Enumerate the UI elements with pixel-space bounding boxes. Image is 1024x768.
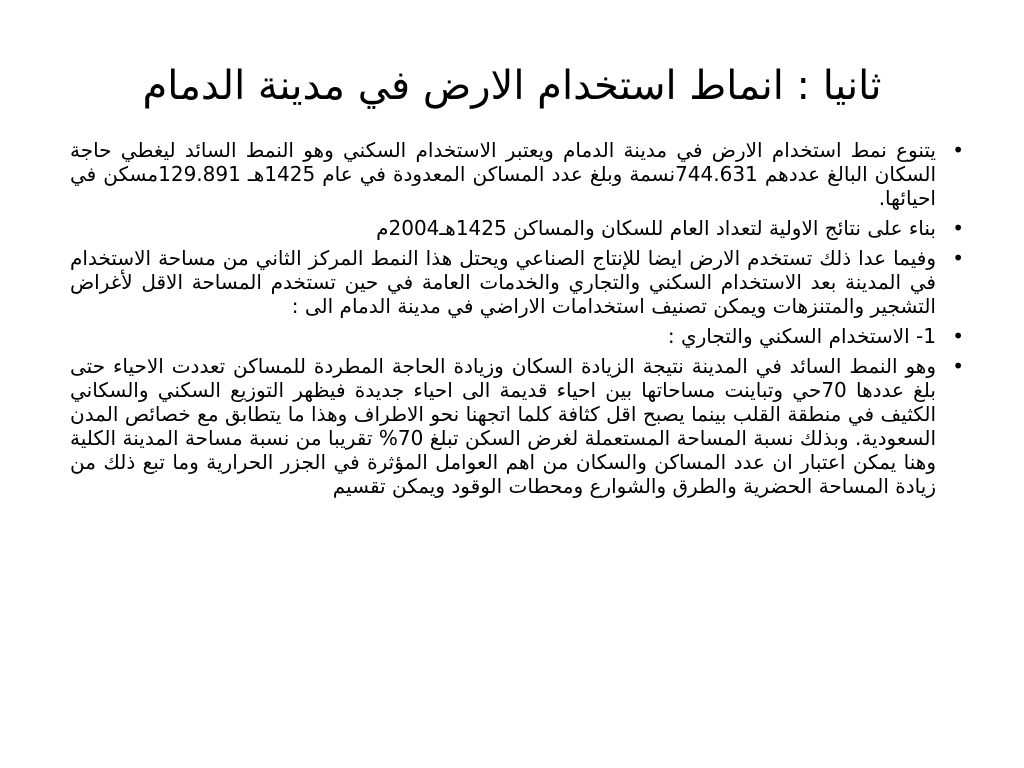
bullet-item <box>70 138 966 210</box>
bullet-dot-icon: • <box>952 324 964 348</box>
bullet-item <box>70 354 966 498</box>
bullet-text: يتنوع نمط استخدام الارض في مدينة الدمام ويعتبر الاستخدام السكني وهو النمط السائد ليغطي حاجة السكان البالغ عددهم 744.631نسمة وبلغ عدد المساكن المعدودة في عام 1425هـ 129.891مسكن في احيائها. <box>70 138 936 210</box>
bullet-text: وهو النمط السائد في المدينة نتيجة الزيادة السكان وزيادة الحاجة المطردة للمساكن تعددت الاحياء حتى بلغ عددها 70حي وتباينت مساحاتها بين احياء قديمة الى احياء جديدة فيظهر التوزيع السكني والسكاني الكثيف في منطقة القلب بينما يصبح اقل كثافة كلما اتجهنا نحو الاطراف وهذا ما يتطابق مع خصائص المدن السعودية. وبذلك نسبة المساحة المستعملة لغرض السكن تبلغ 70% تقريبا من نسبة مساحة المدينة الكلية وهنا يمكن اعتبار ان عدد المساكن والسكان من اهم العوامل المؤثرة في الجزر الحرارية وما تبع ذلك من زيادة المساحة الحضرية والطرق والشوارع ومحطات الوقود ويمكن تقسيم <box>70 354 936 498</box>
bullet-item <box>70 324 966 348</box>
bullet-text: بناء على نتائج الاولية لتعداد العام للسكان والمساكن 1425هـ2004م <box>376 216 936 240</box>
slide-title: ثانيا : انماط استخدام الارض في مدينة الدمام <box>142 63 882 109</box>
bullet-item <box>70 246 966 318</box>
bullet-dot-icon: • <box>952 138 964 162</box>
bullet-text: 1- الاستخدام السكني والتجاري : <box>667 324 936 348</box>
bullet-dot-icon: • <box>952 216 964 240</box>
bullet-item <box>70 216 966 240</box>
bullet-dot-icon: • <box>952 354 964 378</box>
bullet-text: وفيما عدا ذلك تستخدم الارض ايضا للإنتاج الصناعي ويحتل هذا النمط المركز الثاني من مساحة الاستخدام في المدينة بعد الاستخدام السكني والتجاري والخدمات العامة في حين تستخدم المساحة الاقل لأغراض التشجير والمتنزهات ويمكن تصنيف استخدامات الاراضي في مدينة الدمام الى : <box>70 246 936 318</box>
bullet-dot-icon: • <box>952 246 964 270</box>
bullet-list <box>70 138 966 504</box>
